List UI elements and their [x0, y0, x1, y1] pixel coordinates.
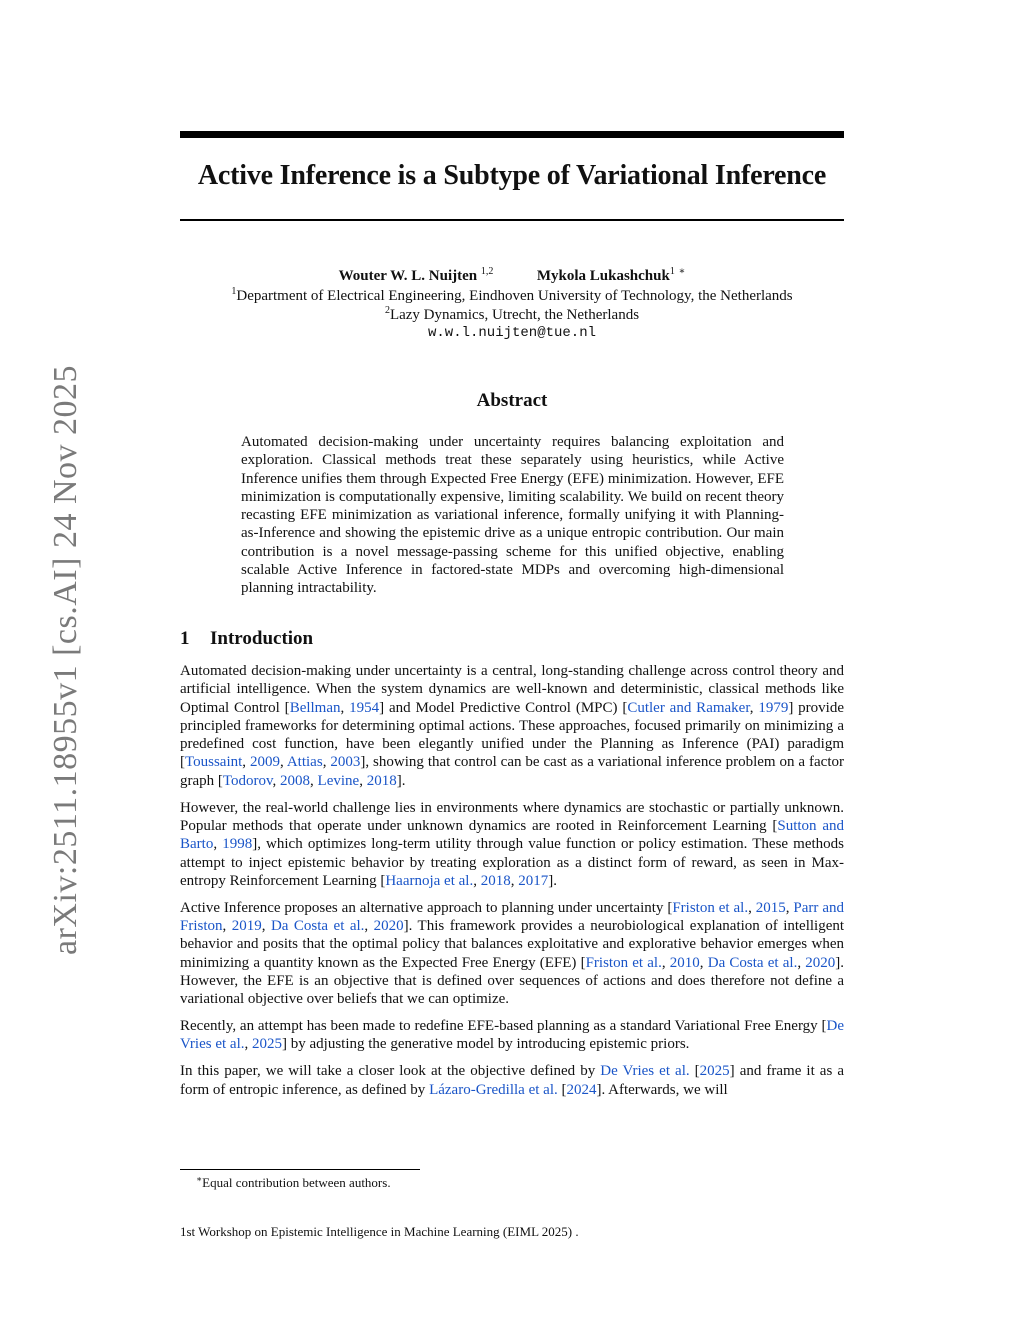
text-run: , — [322, 754, 331, 771]
text-run: , — [279, 754, 287, 771]
citation-link[interactable]: Parr and Friston — [180, 899, 844, 935]
text-run: , — [364, 918, 374, 935]
author-name: Wouter W. L. Nuijten — [338, 268, 478, 284]
text-run: , — [261, 918, 271, 935]
abstract-text: Automated decision-making under uncertainty requires balancing exploitation and exploration. Classical methods treat these separately using heuristics, while Active Inference unifies them through Expected Free Energy (EFE) minimization. However, EFE minimization is computationally expensive, limiting scalability. We build on recent theory recasting EFE minimization as variational inference, formally unifying it with Planning-as-Inference and showing the epistemic drive as a unique entropic contribution. Our main contribution is a novel message-passing scheme for this unified objective, enabling scalable Active Inference in factored-state MDPs and overcoming high-dimensional planning intractability. — [241, 434, 784, 597]
text-run: , — [748, 899, 756, 916]
text-run: ]. — [396, 772, 406, 789]
citation-link[interactable]: 2018 — [480, 872, 511, 889]
citation-link[interactable]: De Vries et al. — [180, 1018, 844, 1053]
text-run: , — [510, 872, 519, 889]
text-run: , — [359, 772, 367, 789]
affiliation-mark: 2 — [384, 305, 390, 316]
paragraph — [180, 1017, 844, 1054]
footnote — [196, 1174, 391, 1191]
affiliation-text: Lazy Dynamics, Utrecht, the Netherlands — [389, 307, 640, 323]
text-run: ] and frame it as a form of entropic inference, as defined by — [180, 1063, 844, 1098]
text-run: ], showing that control can be cast as a variational inference problem on a factor graph [ — [180, 754, 844, 789]
affiliation-2 — [180, 305, 844, 324]
citation-link[interactable]: Todorov — [222, 772, 273, 789]
citation-link[interactable]: 2003 — [330, 754, 361, 771]
citation-link[interactable]: De Vries et al. — [600, 1063, 690, 1080]
citation-link[interactable]: Cutler and Ramaker — [627, 699, 750, 716]
citation-link[interactable]: 2020 — [373, 918, 404, 935]
author-email: w.w.l.nuijten@tue.nl — [427, 325, 597, 341]
citation-link[interactable]: 1979 — [758, 699, 789, 716]
citation-link[interactable]: 1998 — [222, 836, 253, 853]
citation-link[interactable]: Levine — [317, 772, 360, 789]
venue-footer: 1st Workshop on Epistemic Intelligence in Machine Learning (EIML 2025) . — [180, 1224, 579, 1239]
arxiv-sidebar-stamp: arXiv:2511.18955v1 [cs.AI] 24 Nov 2025 — [47, 365, 84, 955]
citation-link[interactable]: Friston et al. — [672, 899, 749, 916]
paragraph — [180, 662, 844, 790]
citation-link[interactable]: 2019 — [231, 918, 262, 935]
citation-link[interactable]: 2025 — [699, 1063, 730, 1080]
citation-link[interactable]: Attias — [286, 754, 323, 771]
text-run: [ — [689, 1063, 700, 1080]
body-text — [180, 662, 844, 1108]
author-line — [180, 266, 844, 285]
footnote-mark: ∗ — [196, 1174, 203, 1184]
citation-link[interactable]: Toussaint — [185, 754, 243, 771]
text-run: Active Inference proposes an alternative approach to planning under uncertainty [ — [180, 899, 673, 916]
citation-link[interactable]: Da Costa et al. — [707, 954, 798, 971]
section-heading — [180, 628, 313, 650]
section-number: 1 — [180, 628, 190, 649]
text-run: [ — [557, 1081, 567, 1098]
text-run: Automated decision-making under uncertainty is a central, long-standing challenge across control theory and artificial intelligence. When the system dynamics are well-known and deterministic, classical methods like Optimal Control [ — [180, 663, 844, 716]
text-run: ]. However, the EFE is an objective that is defined over sequences of actions and does therefore not define a variational objective over beliefs that we can optimize. — [180, 954, 845, 1008]
paper-title: Active Inference is a Subtype of Variational Inference — [197, 160, 827, 191]
footnote-text: Equal contribution between authors. — [202, 1175, 391, 1190]
author-name: Mykola Lukashchuk — [536, 268, 670, 284]
text-run: , — [340, 699, 350, 716]
text-run: ], which optimizes long-term utility through value function or policy estimation. These methods attempt to inject epistemic behavior by treating exploration as a distinct form of reward, as seen in Max-entropy Reinforcement Learning [ — [180, 836, 845, 889]
text-run: ]. This framework provides a neurobiological explanation of intelligent behavior and posits that the optimal policy that balances exploitative and explorative behavior emerges when minimizing a quantity known as the Expected Free Energy (EFE) [ — [180, 918, 845, 971]
text-run: ]. Afterwards, we will — [596, 1081, 728, 1098]
text-run: ]. — [548, 872, 557, 889]
paragraph — [180, 799, 844, 890]
citation-link[interactable]: Friston et al. — [585, 954, 662, 971]
text-run: , — [749, 699, 759, 716]
affiliation-1 — [180, 286, 844, 305]
affiliation-mark: 1 — [231, 286, 237, 297]
text-run: , — [797, 954, 806, 971]
text-run: In this paper, we will take a closer look at the objective defined by — [180, 1063, 601, 1080]
footnote-rule — [180, 1169, 420, 1170]
affiliation-text: Department of Electrical Engineering, Eindhoven University of Technology, the Netherlands — [236, 288, 793, 304]
paragraph — [180, 1062, 844, 1099]
text-run: , — [272, 772, 281, 789]
citation-link[interactable]: 2018 — [366, 772, 397, 789]
equal-contribution-mark: ∗ — [678, 266, 686, 277]
text-run: , — [213, 836, 223, 853]
citation-link[interactable]: 2008 — [280, 772, 311, 789]
text-run: However, the real-world challenge lies in environments where dynamics are stochastic or partially unknown. Popular methods that operate under unknown dynamics are rooted in Reinforcement Learning [ — [180, 799, 844, 834]
title-top-rule — [180, 131, 844, 138]
abstract-heading: Abstract — [476, 390, 548, 411]
text-run: , — [699, 954, 708, 971]
text-run: ] and Model Predictive Control (MPC) [ — [379, 699, 628, 716]
title-bottom-rule — [180, 219, 844, 221]
citation-link[interactable]: Haarnoja et al. — [385, 872, 474, 889]
text-run: ] by adjusting the generative model by introducing epistemic priors. — [282, 1036, 690, 1053]
citation-link[interactable]: 2009 — [249, 754, 280, 771]
text-run: , — [222, 918, 232, 935]
text-run: , — [473, 872, 481, 889]
text-run: ] provide principled frameworks for determining optimal actions. These approaches, focused primarily on minimizing a predefined cost function, have been elegantly unified under the Planning as Inference (PAI) paradigm [ — [180, 699, 845, 771]
citation-link[interactable]: 2024 — [566, 1081, 597, 1098]
citation-link[interactable]: Bellman — [289, 699, 341, 716]
text-run: , — [310, 772, 318, 789]
text-run: , — [242, 754, 250, 771]
citation-link[interactable]: 2015 — [755, 899, 786, 916]
text-run: Recently, an attempt has been made to redefine EFE-based planning as a standard Variational Free Energy [ — [180, 1018, 827, 1035]
citation-link[interactable]: 2025 — [252, 1036, 282, 1053]
citation-link[interactable]: Lázaro-Gredilla et al. — [429, 1081, 558, 1098]
text-run: , — [661, 954, 670, 971]
section-title: Introduction — [210, 628, 314, 649]
citation-link[interactable]: Sutton and Barto — [180, 817, 844, 853]
citation-link[interactable]: Da Costa et al. — [270, 918, 365, 935]
author-affiliation-marks: 1,2 — [480, 266, 494, 277]
text-run: , — [244, 1036, 252, 1053]
citation-link[interactable]: 2017 — [518, 872, 549, 889]
citation-link[interactable]: 2020 — [805, 954, 836, 971]
citation-link[interactable]: 2010 — [669, 954, 700, 971]
citation-link[interactable]: 1954 — [349, 699, 380, 716]
paragraph — [180, 899, 844, 1009]
author-affiliation-marks: 1 — [669, 266, 675, 277]
text-run: , — [785, 899, 794, 916]
